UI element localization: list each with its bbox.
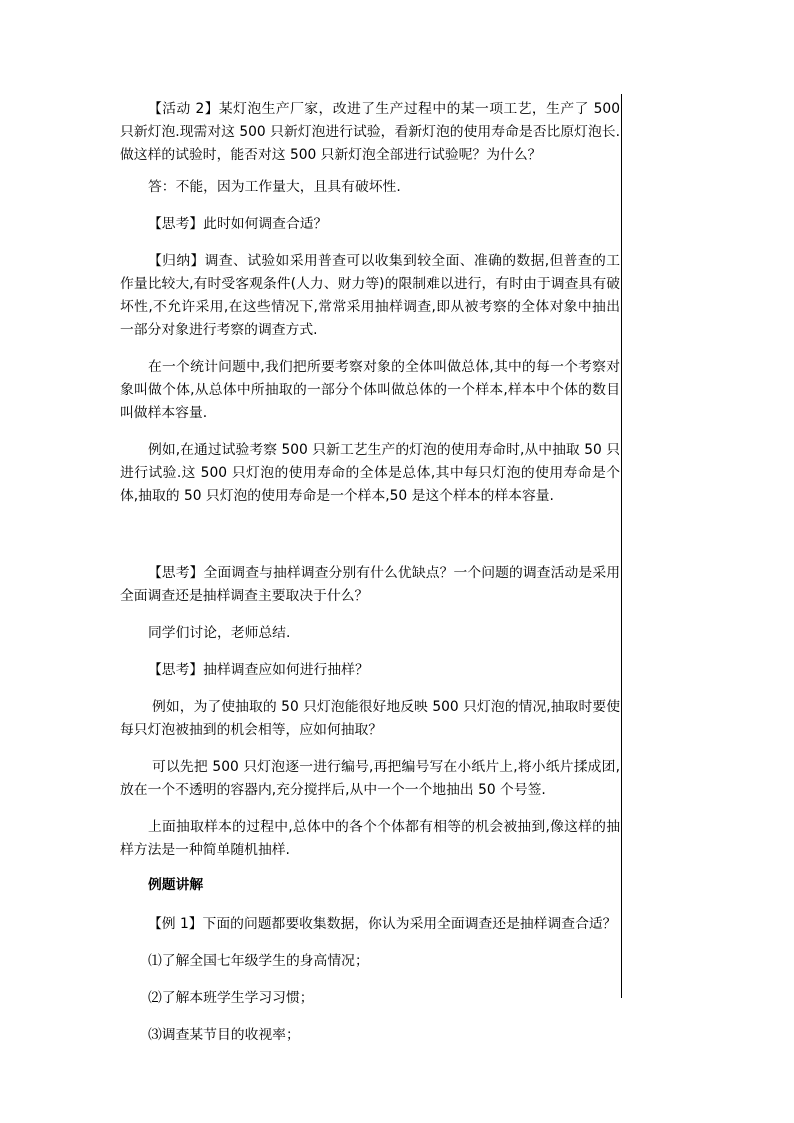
discussion-paragraph: 同学们讨论，老师总结.	[148, 625, 291, 641]
answer-paragraph: 答：不能，因为工作量大，且具有破坏性.	[148, 179, 401, 195]
random-sampling-paragraph: 上面抽取样本的过程中,总体中的各个个体都有相等的机会被抽到,像这样的抽样方法是一种简单随机抽样.	[120, 819, 620, 858]
example-1-item-2: ⑵了解本班学生学习习惯；	[148, 990, 314, 1006]
think-paragraph-2: 【思考】全面调查与抽样调查分别有什么优缺点？一个问题的调查活动是采用全面调查还是抽样调查主要取决于什么？	[120, 565, 620, 604]
definition-paragraph: 在一个统计问题中,我们把所要考察对象的全体叫做总体,其中的每一个考察对象叫做个体,从总体中所抽取的一部分个体叫做总体的一个样本,样本中个体的数目叫做样本容量.	[120, 359, 620, 421]
lesson-content	[120, 94, 620, 1047]
examples-heading: 例题讲解	[148, 877, 204, 893]
example-1-paragraph: 【例 1】下面的问题都要收集数据，你认为采用全面调查还是抽样调查合适？	[148, 916, 617, 932]
activity-2-paragraph: 【活动 2】某灯泡生产厂家，改进了生产过程中的某一项工艺，生产了 500 只新灯泡.现需对这 500 只新灯泡进行试验，看新灯泡的使用寿命是否比原灯泡长.做这样的试验时，能否对这 500 只新灯泡全部进行试验呢？为什么？	[120, 101, 620, 163]
example-1-item-1: ⑴了解全国七年级学生的身高情况；	[148, 953, 369, 969]
think-paragraph-1: 【思考】此时如何调查合适？	[148, 216, 328, 232]
table-right-border	[621, 94, 622, 998]
example-paragraph: 例如,在通过试验考察 500 只新工艺生产的灯泡的使用寿命时,从中抽取 50 只进行试验.这 500 只灯泡的使用寿命的全体是总体,其中每只灯泡的使用寿命是个体,抽取的 50 只灯泡的使用寿命是一个样本,50 是这个样本的样本容量.	[120, 442, 620, 504]
sampling-method-paragraph: 可以先把 500 只灯泡逐一进行编号,再把编号写在小纸片上,将小纸片揉成团,放在一个不透明的容器内,充分搅拌后,从中一个一个地抽出 50 个号签.	[120, 759, 620, 798]
think-paragraph-3: 【思考】抽样调查应如何进行抽样？	[148, 662, 369, 678]
example-1-item-3: ⑶调查某节目的收视率；	[148, 1027, 300, 1043]
summary-paragraph: 【归纳】调查、试验如采用普查可以收集到较全面、准确的数据,但普查的工作量比较大,有时受客观条件(人力、财力等)的限制难以进行，有时由于调查具有破坏性,不允许采用,在这些情况下,常常采用抽样调查,即从被考察的全体对象中抽出一部分对象进行考察的调查方式.	[120, 253, 620, 338]
sampling-question-paragraph: 例如，为了使抽取的 50 只灯泡能很好地反映 500 只灯泡的情况,抽取时要使每只灯泡被抽到的机会相等，应如何抽取？	[120, 699, 620, 738]
